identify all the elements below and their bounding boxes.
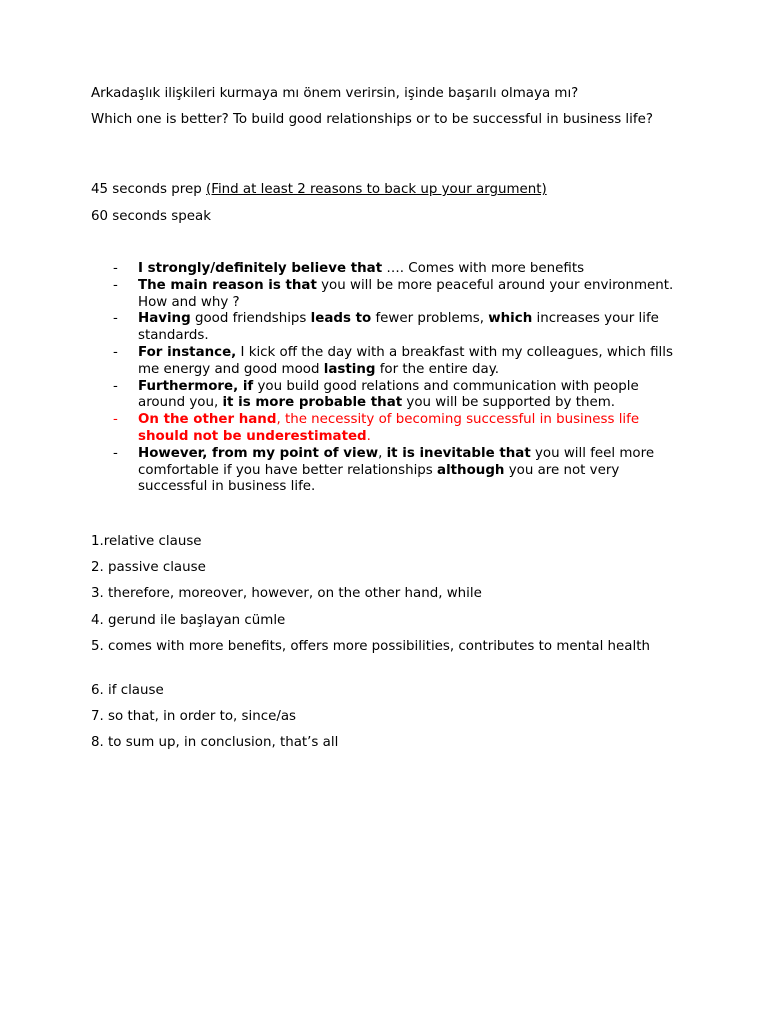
bullet-text: . [366,428,371,444]
prep-underlined-note: (Find at least 2 reasons to back up your argument) [206,182,547,197]
bullet-dash: - [113,412,118,428]
argument-bullet-6 [91,412,681,446]
bullet-text: you will be supported by them. [402,395,616,411]
bullet-dash: - [113,277,118,293]
argument-bullet-list [91,261,681,496]
bullet-dash: - [113,378,118,394]
bullet-text: you will feel more comfortable if you have better relationships [138,445,655,478]
numbered-item-1: 1.relative clause [91,534,202,549]
prep-lead: 45 seconds prep [91,182,206,197]
bullet-text: …. Comes with more benefits [382,261,585,276]
bullet-bold-phrase: should not be underestimated [138,428,367,444]
bullet-text: you are not very successful in business life. [138,462,620,495]
bullet-bold-phrase: Having [138,311,191,327]
bullet-text: , [378,445,387,461]
argument-bullet-2 [91,278,681,312]
bullet-bold-phrase: Furthermore, if [138,378,254,394]
bullet-dash: - [113,311,118,327]
bullet-text: I kick off the day with a breakfast with my colleagues, which fills me energy and good mood [138,344,673,377]
bullet-dash: - [113,445,118,461]
bullet-text: you will be more peaceful around your environment. How and why ? [138,277,674,310]
argument-bullet-4 [91,345,681,379]
bullet-bold-phrase: which [488,311,533,327]
argument-bullet-1 [91,261,681,278]
bullet-bold-phrase: However, from my point of view [138,445,379,461]
bullet-bold-phrase: lasting [323,361,376,377]
numbered-item-3: 3. therefore, moreover, however, on the other hand, while [91,586,482,601]
bullet-bold-phrase: leads to [310,311,372,327]
prep-line [91,181,681,198]
bullet-bold-phrase: it is inevitable that [386,445,531,461]
bullet-bold-phrase: For instance, [138,344,237,360]
argument-bullet-5 [91,379,681,413]
bullet-text: , the necessity of becoming successful in business life [276,412,640,428]
bullet-bold-phrase: On the other hand [138,412,277,428]
argument-bullet-7 [91,446,681,496]
numbered-item-8: 8. to sum up, in conclusion, that’s all [91,735,339,750]
bullet-text: fewer problems, [371,311,489,327]
bullet-text: for the entire day. [375,361,499,377]
title-turkish: Arkadaşlık ilişkileri kurmaya mı önem verirsin, işinde başarılı olmaya mı? [91,86,579,101]
bullet-bold-phrase: I strongly/definitely believe that [138,261,383,276]
bullet-dash: - [113,344,118,360]
numbered-item-2: 2. passive clause [91,560,206,575]
numbered-item-7: 7. so that, in order to, since/as [91,709,297,724]
bullet-dash: - [113,261,118,276]
bullet-bold-phrase: although [437,462,505,478]
numbered-item-4: 4. gerund ile başlayan cümle [91,613,286,628]
bullet-text: you build good relations and communication with people around you, [138,378,639,411]
bullet-text: increases your life standards. [138,311,659,344]
speak-line: 60 seconds speak [91,209,211,224]
argument-bullet-3 [91,311,681,345]
numbered-item-5: 5. comes with more benefits, offers more possibilities, contributes to mental health [91,639,650,654]
bullet-bold-phrase: it is more probable that [222,395,403,411]
numbered-item-6: 6. if clause [91,683,164,698]
bullet-bold-phrase: The main reason is that [138,277,317,293]
title-english: Which one is better? To build good relationships or to be successful in business life? [91,112,653,127]
bullet-text: good friendships [190,311,311,327]
